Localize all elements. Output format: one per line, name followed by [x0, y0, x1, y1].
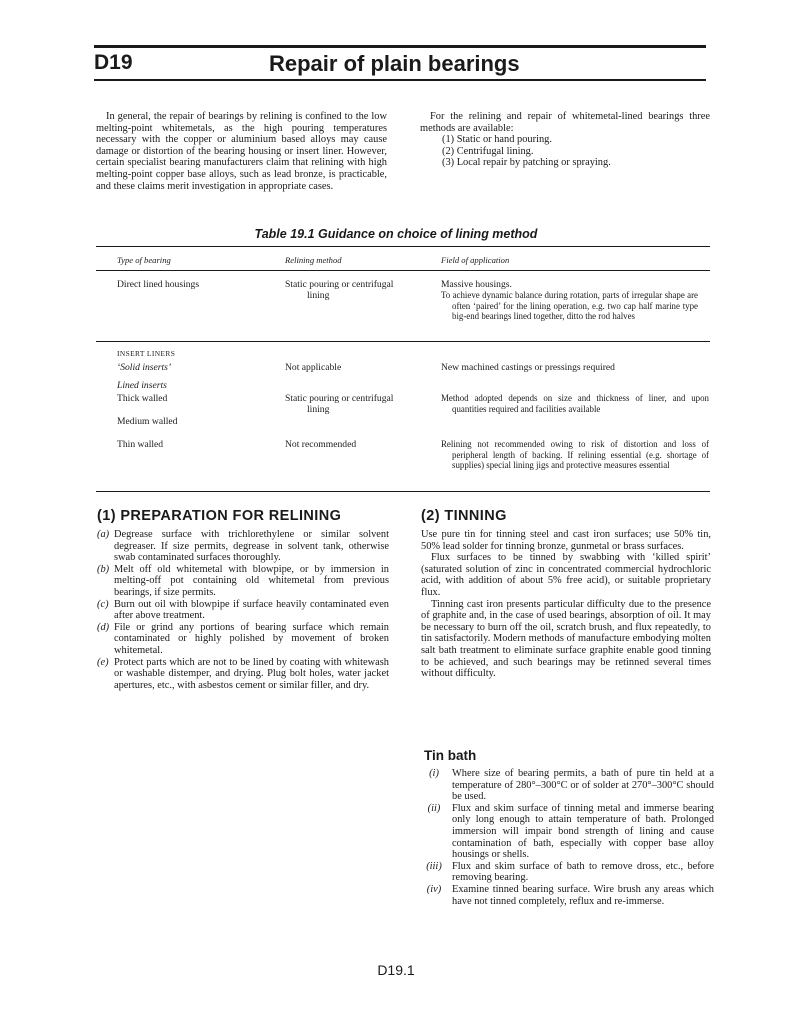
row-type-thin: Thin walled — [117, 439, 164, 450]
header-top-rule — [94, 45, 706, 48]
row-type-direct: Direct lined housings — [117, 279, 200, 290]
tinning-text — [421, 529, 711, 680]
method-item: (1) Static or hand pouring. — [442, 134, 552, 146]
row-type-thick: Thick walled — [117, 393, 168, 404]
page-number: D19.1 — [377, 962, 415, 978]
table-caption: Table 19.1 Guidance on choice of lining method — [254, 227, 538, 241]
method-line: lining — [307, 290, 330, 301]
preparation-list — [97, 529, 389, 691]
lined-inserts-label: Lined inserts — [117, 380, 167, 391]
section-heading-tinning: (2) TINNING — [421, 508, 507, 524]
method-line: Static pouring or centrifugal — [285, 393, 394, 404]
table-bottom-rule — [96, 491, 710, 492]
item-text: Flux and skim surface of tinning metal and immerse bearing only long enough to attain temperature of bath. Prolonged immersion will impair bond strength of lining and cause contamination of bath, especially with copper base alloy housings or shells. — [452, 802, 714, 861]
row-type-solid: ‘Solid inserts’ — [117, 362, 172, 373]
list-item — [97, 599, 389, 622]
item-text: Flux and skim surface of bath to remove dross, etc., before removing bearing. — [452, 860, 714, 884]
table-top-rule — [96, 246, 710, 247]
row-field-thick: Method adopted depends on size and thickness of liner, and upon quantities required and facilities available — [441, 393, 709, 414]
row-type-medium: Medium walled — [117, 416, 178, 427]
item-text: Where size of bearing permits, a bath of pure tin held at a temperature of 280°–300°C or of solder at 270°–300°C should be used. — [452, 768, 714, 803]
row-method-solid: Not applicable — [285, 362, 342, 373]
item-label: (a) — [97, 529, 110, 540]
item-text: Degrease surface with trichlorethylene or similar solvent degreaser. If size permits, degrease in solvent tank, otherwise swab contaminated surfaces thoroughly. — [114, 529, 389, 564]
row-method-thick — [285, 393, 425, 415]
column-header-field: Field of application — [441, 255, 510, 265]
item-label: (b) — [97, 563, 110, 575]
page-title: Repair of plain bearings — [269, 51, 520, 76]
tin-bath-list — [424, 768, 714, 907]
section-code: D19 — [94, 51, 133, 74]
item-label: (iv) — [426, 883, 442, 895]
item-text: File or grind any portions of bearing surface which remain contaminated or highly polished by movement of broken whitemetal. — [114, 621, 389, 656]
list-item — [97, 622, 389, 657]
item-text: Protect parts which are not to be lined by coating with whitewash or washable distemper, and drying. Plug bolt holes, water jacket apertures, etc., with asbestos cement or similar filler, and dry. — [114, 656, 389, 691]
field-line: Massive housings. — [441, 279, 512, 290]
column-header-type: Type of bearing — [117, 255, 171, 265]
tinning-paragraph: Use pure tin for tinning steel and cast iron surfaces; use 50% tin, 50% lead solder for tinning bronze, gunmetal or brass surfaces. — [421, 529, 711, 552]
list-item — [97, 564, 389, 599]
row-field-thin: Relining not recommended owing to risk of distortion and loss of peripheral length of backing. If relining essential (e.g. shortage of supplies) special lining jigs and protective measures essential — [441, 439, 709, 471]
item-label: (ii) — [427, 802, 441, 814]
item-label: (d) — [97, 621, 110, 633]
section-heading-preparation: (1) PREPARATION FOR RELINING — [97, 508, 342, 524]
subheading-tin-bath: Tin bath — [424, 748, 477, 763]
list-item — [424, 884, 714, 907]
methods-lead: For the relining and repair of whitemetal-lined bearings three methods are available: — [420, 111, 710, 134]
list-item — [97, 529, 389, 564]
method-line: lining — [307, 404, 330, 415]
method-item: (3) Local repair by patching or spraying. — [442, 157, 611, 169]
item-label: (iii) — [426, 860, 442, 872]
column-header-method: Relining method — [285, 255, 342, 265]
item-text: Melt off old whitemetal with blowpipe, or by immersion in melting-off pot containing old whitemetal from previous bearings, if size permits. — [114, 563, 389, 598]
method-line: Static pouring or centrifugal — [285, 279, 394, 290]
item-label: (i) — [429, 768, 439, 779]
tinning-paragraph: Flux surfaces to be tinned by swabbing with ‘killed spirit’ (saturated solution of zinc in concentrated commercial hydrochloric acid, with addition of about 5% free acid), or suitable proprietary flux. — [421, 552, 711, 598]
item-text: Examine tinned bearing surface. Wire brush any areas which have not tinned completely, reflux and re-immerse. — [452, 883, 714, 907]
insert-liners-heading: INSERT LINERS — [117, 349, 176, 358]
item-text: Burn out oil with blowpipe if surface heavily contaminated even after above treatment. — [114, 598, 389, 622]
list-item — [424, 803, 714, 861]
list-item — [424, 768, 714, 803]
intro-right — [420, 111, 710, 169]
row-method-thin: Not recommended — [285, 439, 357, 450]
header-bottom-rule — [94, 79, 706, 81]
table-header-rule — [96, 270, 710, 271]
method-item: (2) Centrifugal lining. — [442, 145, 534, 157]
item-label: (c) — [97, 598, 109, 610]
item-label: (e) — [97, 656, 109, 668]
row-field-direct — [441, 279, 698, 322]
row-method-direct — [285, 279, 425, 301]
tinning-paragraph: Tinning cast iron presents particular difficulty due to the presence of graphite and, in the case of used bearings, absorption of oil. It may be necessary to burn off the oil, scratch brush, and flux repeatedly, to tin satisfactorily. Modern methods of manufacture embodying molten salt bath treatment to eliminate surface graphite enable good tinning to be achieved, and such bearings may be retinned several times without difficulty. — [421, 598, 711, 680]
intro-paragraph: In general, the repair of bearings by relining is confined to the low melting-point whitemetals, as the high pouring temperatures necessary with the copper or aluminium based alloys may cause damage or distortion of the bearing housing or insert liner. However, certain specialist bearing manufacturers claim that relining with high melting-point copper base alloys, such as lead bronze, is practicable, and these claims merit investigation in appropriate cases. — [96, 111, 387, 192]
row-field-solid: New machined castings or pressings required — [441, 362, 615, 373]
field-detail: To achieve dynamic balance during rotation, parts of irregular shape are often ‘paired’ for the lining operation, e.g. two cap half marine type big-end bearings lined together, ditto the rod halves — [441, 290, 698, 322]
list-item — [424, 861, 714, 884]
list-item — [97, 657, 389, 692]
table-row-rule — [96, 341, 710, 342]
